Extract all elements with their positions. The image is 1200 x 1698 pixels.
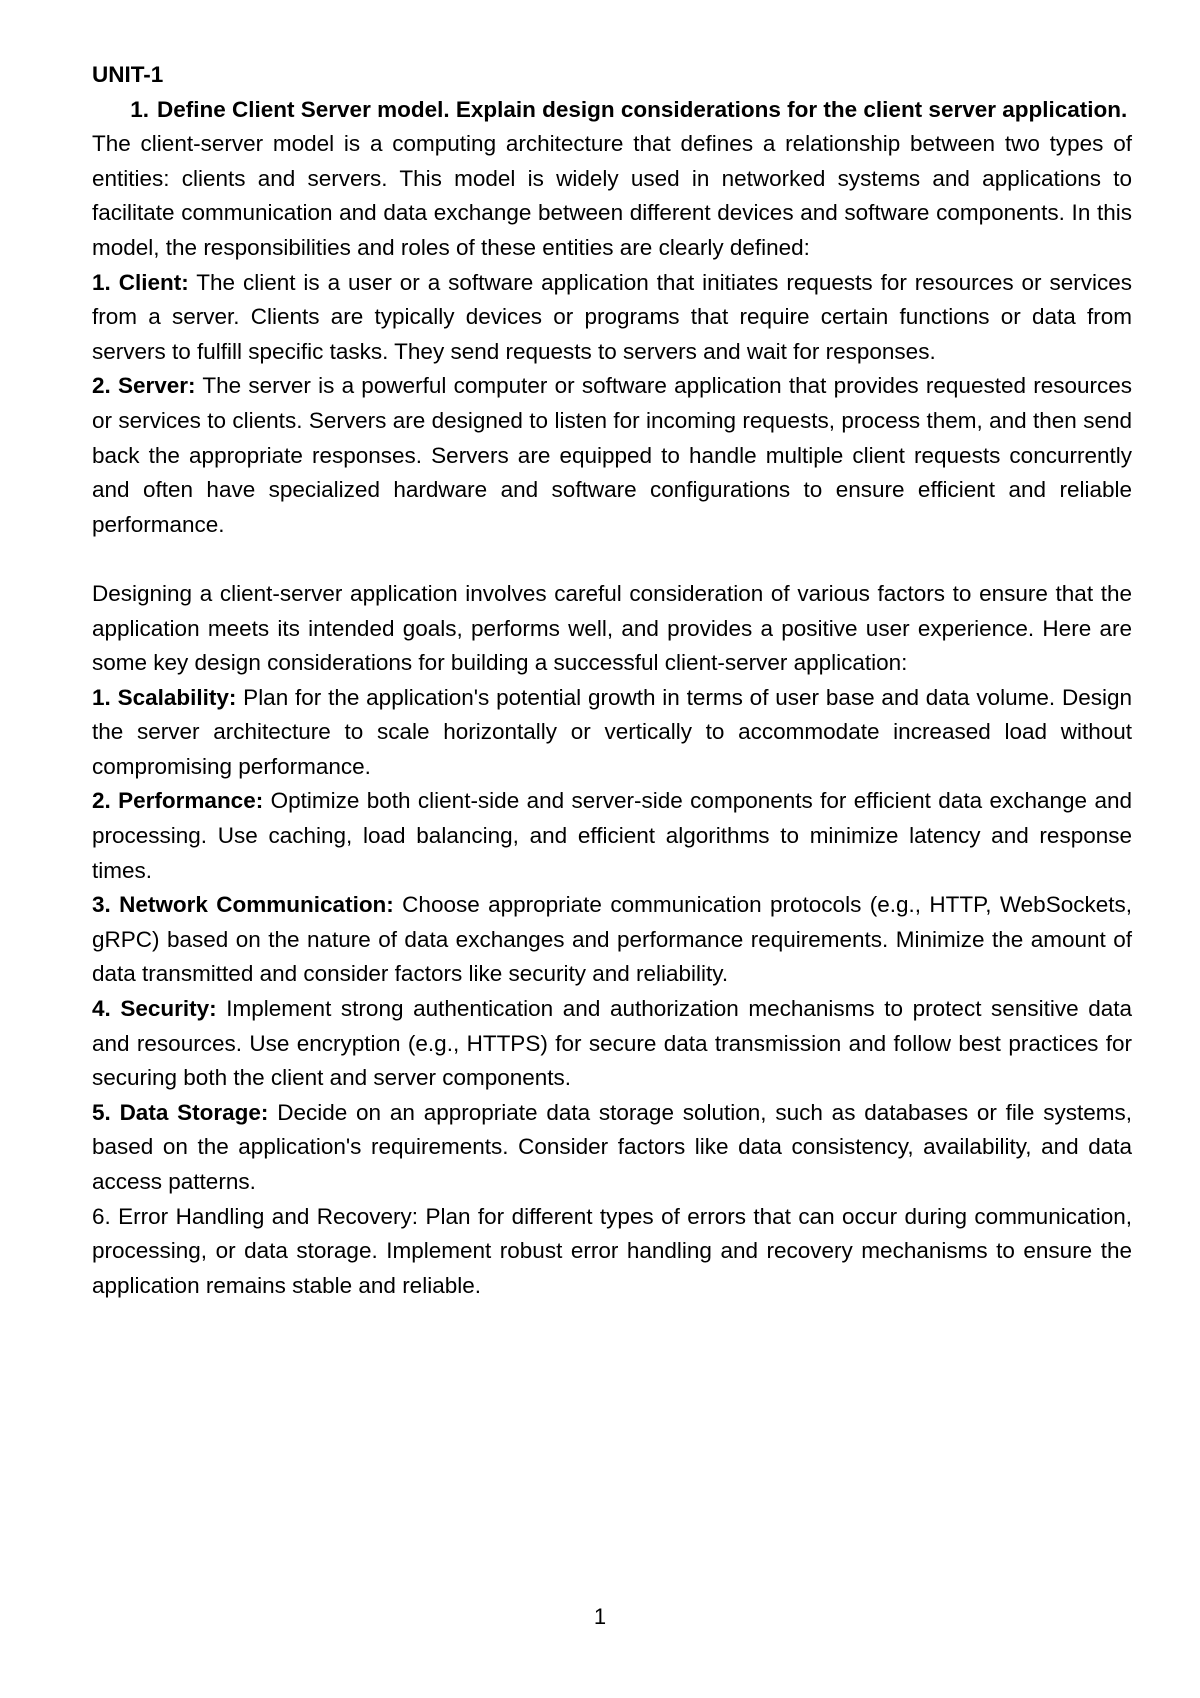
consideration-scalability-label: 1. Scalability: bbox=[92, 684, 237, 710]
consideration-error-handling: 6. Error Handling and Recovery: Plan for different types of errors that can occur during communication, processing, or data storage. Implement robust error handling and recovery mechanisms to ensure the application remains stable and reliable. bbox=[92, 1203, 1132, 1298]
consideration-network-label: 3. Network Communication: bbox=[92, 892, 394, 918]
consideration-data-storage-label: 5. Data Storage: bbox=[92, 1099, 269, 1125]
unit-title: UNIT-1 bbox=[92, 62, 164, 87]
question-number: 1. bbox=[130, 96, 149, 122]
consideration-network bbox=[92, 888, 1132, 992]
role-server-label: 2. Server: bbox=[92, 373, 196, 399]
consideration-performance-text: Optimize both client-side and server-side components for efficient data exchange and processing. Use caching, load balancing, and efficient algorithms to minimize latency and response times. bbox=[92, 788, 1132, 883]
role-client-text: The client is a user or a software application that initiates requests for resources or services from a server. Clients are typically devices or programs that require certain functions or data from servers to fulfill specific tasks. They send requests to servers and wait for responses. bbox=[92, 269, 1132, 364]
role-server-paragraph bbox=[92, 369, 1132, 542]
consideration-data-storage bbox=[92, 1096, 1132, 1200]
consideration-performance-label: 2. Performance: bbox=[92, 788, 264, 814]
consideration-performance bbox=[92, 784, 1132, 888]
paragraph-spacer bbox=[92, 542, 1132, 577]
intro-paragraph: The client-server model is a computing architecture that defines a relationship between two types of entities: clients and servers. This model is widely used in networked systems and applications to facilitate communication and data exchange between different devices and software components. In this model, the responsibilities and roles of these entities are clearly defined: bbox=[92, 131, 1132, 260]
consideration-scalability-text: Plan for the application's potential growth in terms of user base and data volume. Design the server architecture to scale horizontally or vertically to accommodate increased load without compromising performance. bbox=[92, 684, 1132, 779]
consideration-security bbox=[92, 992, 1132, 1096]
document-body bbox=[92, 58, 1132, 1303]
consideration-security-label: 4. Security: bbox=[92, 996, 217, 1022]
page-number: 1 bbox=[593, 1604, 607, 1629]
role-client-label: 1. Client: bbox=[92, 269, 189, 295]
consideration-scalability bbox=[92, 681, 1132, 785]
role-client-paragraph bbox=[92, 266, 1132, 370]
consideration-data-storage-text: Decide on an appropriate data storage solution, such as databases or file systems, based on the application's requirements. Consider factors like data consistency, availability, and data access patterns. bbox=[92, 1099, 1132, 1194]
question-text: Define Client Server model. Explain design considerations for the client server application. bbox=[157, 96, 1128, 122]
role-server-text: The server is a powerful computer or software application that provides requested resources or services to clients. Servers are designed to listen for incoming requests, process them, and then send back the appropriate responses. Servers are equipped to handle multiple client requests concurrently and often have specialized hardware and software configurations to ensure efficient and reliable performance. bbox=[92, 373, 1132, 537]
consideration-network-text: Choose appropriate communication protocols (e.g., HTTP, WebSockets, gRPC) based on the nature of data exchanges and performance requirements. Minimize the amount of data transmitted and consider factors like security and reliability. bbox=[92, 892, 1132, 987]
consideration-security-text: Implement strong authentication and authorization mechanisms to protect sensitive data and resources. Use encryption (e.g., HTTPS) for secure data transmission and follow best practices for securing both the client and server components. bbox=[92, 996, 1132, 1091]
design-intro-paragraph: Designing a client-server application involves careful consideration of various factors to ensure that the application meets its intended goals, performs well, and provides a positive user experience. Here are some key design considerations for building a successful client-server application: bbox=[92, 580, 1132, 676]
question-heading bbox=[92, 93, 1132, 128]
